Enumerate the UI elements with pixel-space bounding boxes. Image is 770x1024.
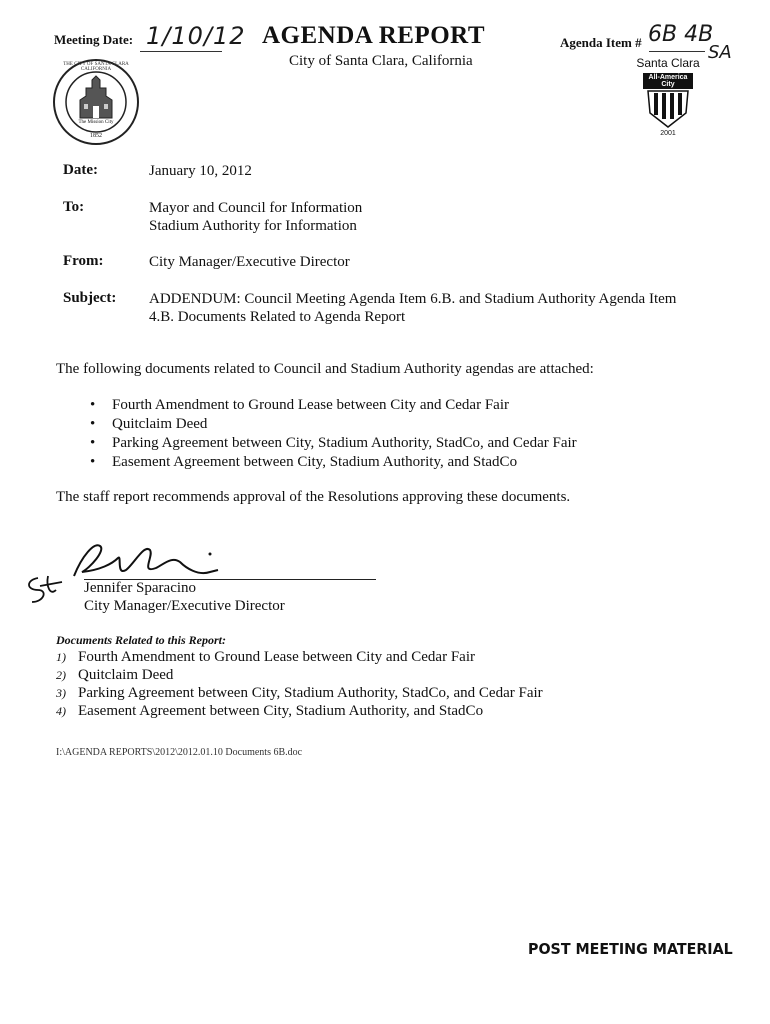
- subject-label: Subject:: [63, 290, 117, 306]
- attachment-list: [90, 396, 577, 472]
- to-line-2: Stadium Authority for Information: [149, 218, 357, 234]
- list-item-number: 4): [56, 704, 66, 718]
- seal-ring-text: THE CITY OF SANTA CLARA CALIFORNIA: [63, 62, 129, 72]
- list-item-text: Quitclaim Deed: [78, 667, 174, 683]
- list-item: • Quitclaim Deed: [90, 415, 577, 434]
- list-item: • Parking Agreement between City, Stadium Authority, StadCo, and Cedar Fair: [90, 434, 577, 453]
- documents-heading: Documents Related to this Report:: [56, 633, 227, 647]
- to-label: To:: [63, 199, 85, 215]
- list-item-number: 3): [56, 686, 66, 700]
- intro-paragraph: The following documents related to Council and Stadium Authority agendas are attached:: [56, 361, 594, 377]
- to-line-1: Mayor and Council for Information: [149, 200, 363, 216]
- list-item-text: Easement Agreement between City, Stadium Authority, and StadCo: [78, 703, 484, 719]
- all-america-city-logo: [636, 56, 700, 138]
- list-item: [56, 684, 543, 702]
- date-value: January 10, 2012: [149, 163, 252, 179]
- list-item: [56, 702, 543, 720]
- logo-shield-icon: [636, 89, 700, 129]
- list-item: • Easement Agreement between City, Stadium Authority, and StadCo: [90, 453, 577, 472]
- logo-banner: All-America City: [643, 73, 693, 89]
- agenda-item-label: Agenda Item #: [560, 35, 642, 50]
- list-item-text: Fourth Amendment to Ground Lease between City and Cedar Fair: [78, 649, 475, 665]
- list-item-number: 2): [56, 668, 66, 682]
- logo-name: Santa Clara: [636, 56, 700, 70]
- seal-year: 1852: [90, 133, 102, 139]
- from-value: City Manager/Executive Director: [149, 254, 350, 270]
- initials-mark: [18, 572, 64, 606]
- meeting-date-underline: [140, 51, 222, 52]
- list-item: [56, 648, 543, 666]
- date-label: Date:: [63, 162, 98, 178]
- closing-paragraph: The staff report recommends approval of the Resolutions approving these documents.: [56, 489, 571, 505]
- post-meeting-stamp: POST MEETING MATERIAL: [528, 940, 733, 958]
- meeting-date-label: Meeting Date:: [54, 32, 134, 47]
- list-item-number: 1): [56, 650, 66, 664]
- signer-title: City Manager/Executive Director: [84, 598, 285, 614]
- signer-name: Jennifer Sparacino: [84, 580, 197, 596]
- city-seal: [52, 58, 140, 146]
- page-title: AGENDA REPORT: [262, 22, 486, 49]
- subject-line-2: 4.B. Documents Related to Agenda Report: [149, 309, 406, 325]
- documents-list: [56, 648, 543, 720]
- seal-inner-text: The Mission City: [78, 120, 114, 125]
- from-label: From:: [63, 253, 104, 269]
- logo-year: 2001: [660, 130, 676, 137]
- list-item: • Fourth Amendment to Ground Lease between City and Cedar Fair: [90, 396, 577, 415]
- file-path: I:\AGENDA REPORTS\2012\2012.01.10 Documents 6B.doc: [56, 747, 303, 758]
- agenda-item-value: 6B 4B: [648, 22, 714, 47]
- list-item: [56, 666, 543, 684]
- agenda-item-suffix: SA: [708, 42, 732, 63]
- subject-line-1: ADDENDUM: Council Meeting Agenda Item 6.B. and Stadium Authority Agenda Item: [149, 291, 677, 307]
- page-subtitle: City of Santa Clara, California: [289, 53, 473, 69]
- meeting-date-value: 1/10/12: [146, 22, 246, 50]
- agenda-item-underline: [649, 51, 705, 52]
- list-item-text: Parking Agreement between City, Stadium Authority, StadCo, and Cedar Fair: [78, 685, 543, 701]
